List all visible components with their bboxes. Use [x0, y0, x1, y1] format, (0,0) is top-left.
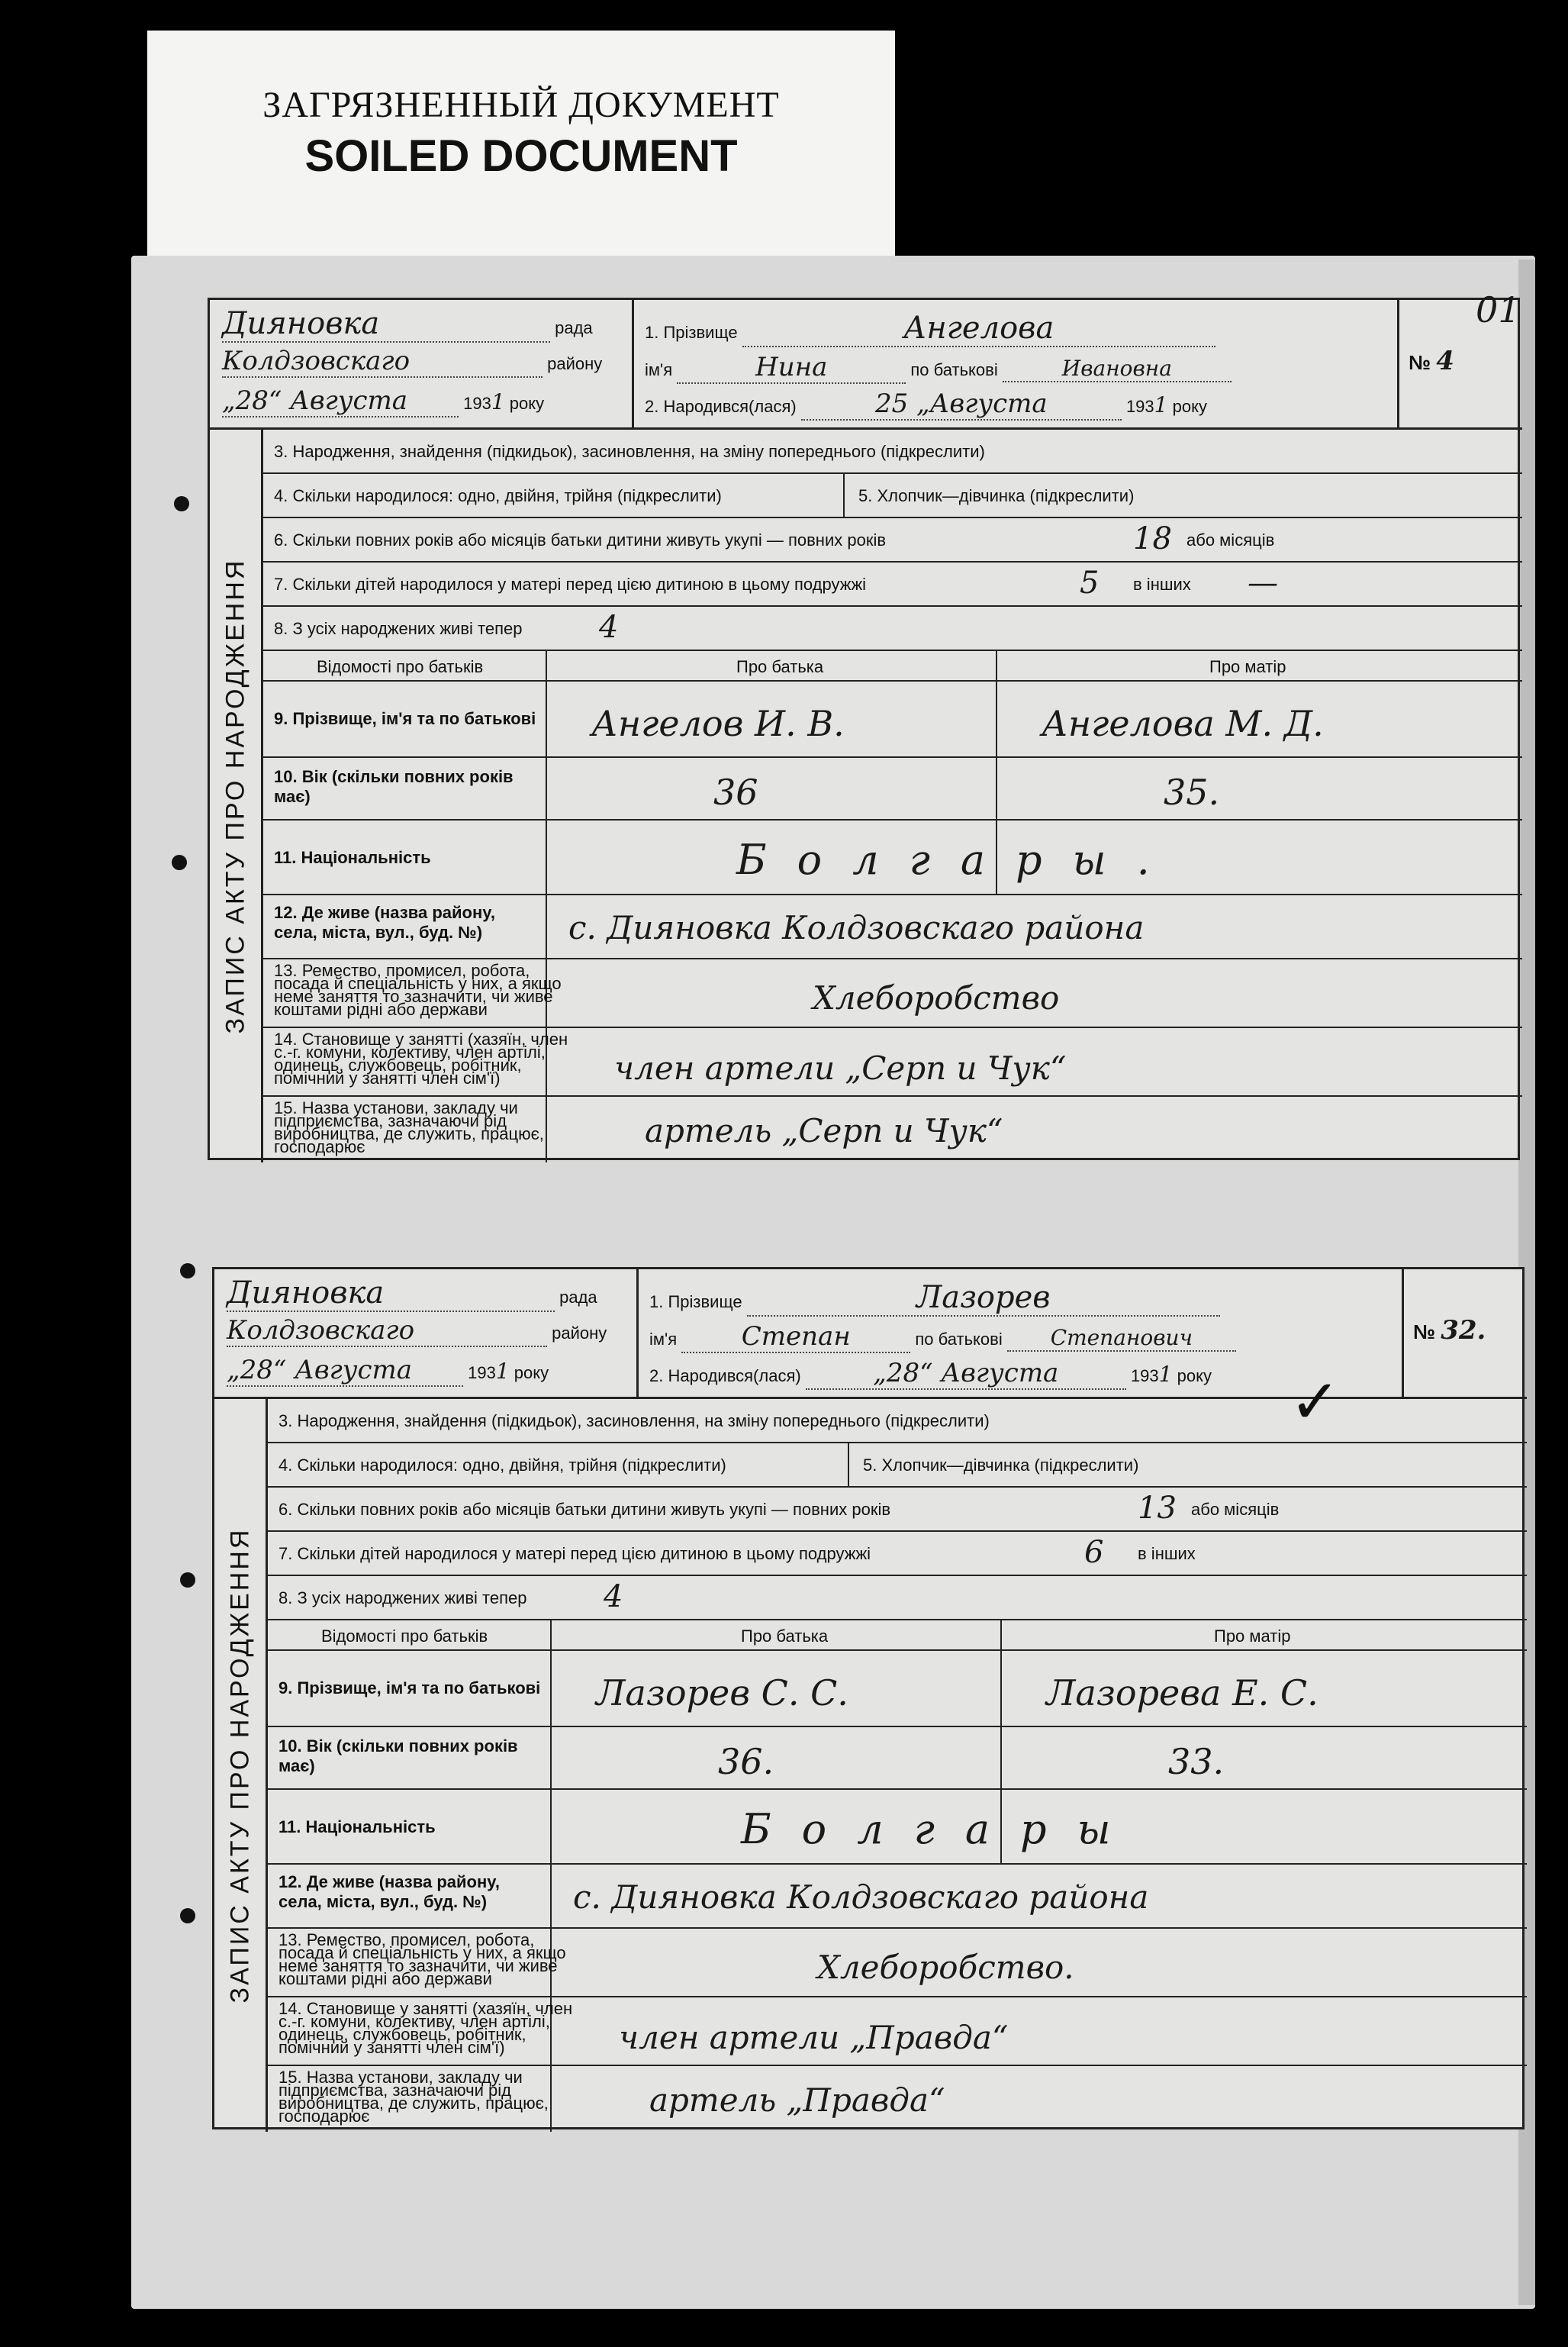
- status-value: член артели „Правда“: [619, 2019, 1009, 2056]
- field-14-label: 14. Становище у занятті (хазяїн, член с.-г. комуни, колективу, член артілі, одинець, службовець, робітник, помічний у занятті член сім'ї): [279, 1999, 573, 2057]
- header-number: [1402, 1269, 1527, 1399]
- name-label: ім'я: [649, 1330, 678, 1349]
- field-3-label: 3. Народження, знайдення (підкидьок), засиновлення, на зміну попереднього (підкреслити): [274, 442, 985, 461]
- row-15: [263, 1097, 1522, 1160]
- rayon-label: району: [552, 1323, 607, 1343]
- name-label: ім'я: [645, 360, 673, 379]
- mother-name-value: Лазорева Е. С.: [1046, 1672, 1318, 1714]
- mother-age-value: 35.: [1164, 772, 1220, 813]
- field-12-label: 12. Де живе (назва району, села, міста, вул., буд. №): [274, 903, 495, 942]
- nationality-value: Болгары: [741, 1805, 1141, 1853]
- father-header: Про батька: [741, 1626, 829, 1646]
- field-13-label: 13. Ремество, промисел, робота, посада й спеціальність у них, а якщо неме заняття то зазначити, чи живе коштами рідні або держави: [279, 1930, 566, 1988]
- patronymic-label: по батькові: [915, 1330, 1003, 1349]
- row-13: [263, 959, 1522, 1028]
- residence-value: с. Дияновка Колдзовскаго района: [568, 909, 1145, 946]
- field-11-label: 11. Національність: [279, 1817, 436, 1836]
- side-title: [210, 430, 263, 1162]
- children-before-value: 5: [1080, 566, 1100, 601]
- field-13-label: 13. Ремество, промисел, робота, посада й спеціальність у них, а якщо неме заняття то зазначити, чи живе коштами рідні або держави: [274, 961, 562, 1019]
- check-mark: ✓: [1289, 1366, 1341, 1437]
- nationality-value: Болгары.: [736, 836, 1180, 884]
- children-before-value: 6: [1084, 1535, 1104, 1570]
- field-6-label: 6. Скільки повних років або місяців батьки дитини живуть укупі — повних років: [279, 1500, 891, 1519]
- row-12: [263, 895, 1522, 959]
- punch-hole: [180, 1908, 195, 1923]
- row-parents-header: [268, 1620, 1527, 1651]
- father-age-value: 36: [713, 772, 758, 813]
- born-roku-label: року: [1177, 1366, 1212, 1385]
- rada-value: Дияновка: [222, 306, 550, 343]
- field-11-label: 11. Національність: [274, 848, 431, 867]
- years-together-value: 18: [1133, 521, 1172, 556]
- punch-hole: [180, 1263, 195, 1278]
- row-6: [268, 1488, 1527, 1532]
- field-8-label: 8. З усіх народжених живі тепер: [279, 1588, 527, 1607]
- birth-record-1: [208, 289, 1521, 1160]
- field-8-label: 8. З усіх народжених живі тепер: [274, 619, 523, 638]
- father-header: Про батька: [736, 657, 824, 676]
- patronymic-value: Степанович: [1007, 1325, 1236, 1352]
- rayon-value: Колдзовскаго: [227, 1315, 547, 1347]
- residence-value: с. Дияновка Колдзовскаго района: [573, 1878, 1149, 1916]
- name-value: Нина: [677, 352, 906, 384]
- row-11: [263, 820, 1522, 895]
- row-9: [263, 682, 1522, 758]
- punch-hole: [174, 496, 189, 511]
- row-4-5: [263, 474, 1522, 518]
- field-6b-label: або місяців: [1186, 530, 1275, 550]
- father-name-value: Лазорев С. С.: [596, 1672, 848, 1714]
- row-4-5: [268, 1443, 1527, 1488]
- rada-label: рада: [559, 1288, 597, 1307]
- field-15-label: 15. Назва установи, закладу чи підприємства, зазначаючи рід виробництва, де служить, працює, господарює: [279, 2068, 549, 2126]
- name-value: Степан: [681, 1321, 910, 1353]
- row-7: [263, 563, 1522, 607]
- mother-header: Про матір: [1214, 1626, 1291, 1646]
- field-12-label: 12. Де живе (назва району, села, міста, вул., буд. №): [279, 1872, 500, 1911]
- born-year-value: 1: [1158, 1362, 1173, 1387]
- row-13: [268, 1929, 1527, 1997]
- number-label: №: [1409, 351, 1431, 374]
- year-printed: 193: [468, 1363, 496, 1382]
- row-14: [263, 1028, 1522, 1097]
- row-7: [268, 1532, 1527, 1576]
- row-6: [263, 518, 1522, 563]
- employer-value: артель „Серп и Чук“: [645, 1112, 1003, 1149]
- surname-label: 1. Прізвище: [645, 323, 738, 342]
- row-8: [263, 607, 1522, 651]
- other-children-value: —: [1248, 566, 1278, 601]
- row-10: [268, 1727, 1527, 1790]
- row-8: [268, 1576, 1527, 1620]
- punch-hole: [172, 855, 187, 870]
- row-10: [263, 758, 1522, 820]
- number-value: 4: [1436, 346, 1454, 376]
- field-4-label: 4. Скільки народилося: одно, двійня, трійня (підкреслити): [279, 1456, 726, 1475]
- number-label: №: [1413, 1320, 1435, 1343]
- year-printed: 193: [463, 394, 491, 413]
- row-15: [268, 2066, 1527, 2129]
- header-right: [639, 1269, 1402, 1399]
- born-label: 2. Народився(лася): [645, 397, 797, 416]
- punch-hole: [180, 1572, 195, 1588]
- header-right: [634, 300, 1397, 430]
- patronymic-label: по батькові: [910, 360, 998, 379]
- field-10-label: 10. Вік (скільки повних років має): [274, 767, 514, 806]
- corner-number: 01: [1476, 289, 1521, 330]
- born-year-value: 1: [1154, 392, 1168, 417]
- side-title-text: ЗАПИС АКТУ ПРО НАРОДЖЕННЯ: [221, 558, 250, 1034]
- status-value: член артели „Серп и Чук“: [614, 1049, 1067, 1087]
- roku-label: року: [509, 394, 545, 413]
- field-9-label: 9. Прізвище, ім'я та по батькові: [279, 1678, 541, 1697]
- stamp-line-2: SOILED DOCUMENT: [304, 131, 738, 181]
- field-9-label: 9. Прізвище, ім'я та по батькові: [274, 709, 536, 728]
- born-roku-label: року: [1172, 397, 1207, 416]
- parents-label: Відомості про батьків: [321, 1626, 488, 1646]
- field-7-label: 7. Скільки дітей народилося у матері перед цією дитиною в цьому подружжі: [279, 1544, 871, 1563]
- row-9: [268, 1651, 1527, 1727]
- mother-age-value: 33.: [1168, 1741, 1225, 1782]
- patronymic-value: Ивановна: [1003, 356, 1232, 382]
- born-year-printed: 193: [1130, 1366, 1159, 1385]
- field-5-label: 5. Хлопчик—дівчинка (підкреслити): [858, 486, 1135, 505]
- rayon-label: району: [547, 354, 603, 373]
- born-year-printed: 193: [1125, 397, 1154, 416]
- side-title: [214, 1399, 268, 2132]
- row-3: [263, 430, 1522, 474]
- employer-value: артель „Правда“: [649, 2081, 945, 2119]
- date-value: „28“ Августа: [227, 1355, 463, 1387]
- field-6b-label: або місяців: [1191, 1500, 1280, 1519]
- stamp-line-1: ЗАГРЯЗНЕННЫЙ ДОКУМЕНТ: [262, 85, 780, 125]
- header-left: [214, 1269, 639, 1399]
- born-label: 2. Народився(лася): [649, 1366, 801, 1385]
- occupation-value: Хлеборобство: [813, 979, 1060, 1017]
- rayon-value: Колдзовскаго: [222, 346, 543, 378]
- field-4-label: 4. Скільки народилося: одно, двійня, трійня (підкреслити): [274, 486, 722, 505]
- rada-value: Дияновка: [227, 1275, 555, 1312]
- father-name-value: Ангелов И. В.: [591, 703, 845, 744]
- field-10-label: 10. Вік (скільки повних років має): [279, 1736, 518, 1775]
- field-15-label: 15. Назва установи, закладу чи підприємства, зазначаючи рід виробництва, де служить, працює, господарює: [274, 1098, 544, 1156]
- roku-label: року: [514, 1363, 549, 1382]
- occupation-value: Хлеборобство.: [817, 1949, 1074, 1986]
- years-together-value: 13: [1138, 1491, 1177, 1526]
- header-number: [1397, 289, 1522, 430]
- parents-label: Відомості про батьків: [317, 657, 484, 676]
- born-value: 25 „Августа: [801, 388, 1122, 421]
- row-12: [268, 1865, 1527, 1929]
- surname-label: 1. Прізвище: [649, 1292, 742, 1311]
- mother-name-value: Ангелова М. Д.: [1042, 703, 1324, 744]
- field-7b-label: в інших: [1133, 575, 1191, 594]
- field-7b-label: в інших: [1138, 1544, 1196, 1563]
- father-age-value: 36.: [718, 1741, 774, 1782]
- mother-header: Про матір: [1209, 657, 1286, 676]
- born-value: „28“ Августа: [806, 1358, 1126, 1390]
- surname-value: Лазорев: [747, 1280, 1220, 1317]
- side-title-text: ЗАПИС АКТУ ПРО НАРОДЖЕННЯ: [225, 1527, 254, 2004]
- row-14: [268, 1997, 1527, 2066]
- field-3-label: 3. Народження, знайдення (підкидьок), засиновлення, на зміну попереднього (підкреслити): [279, 1411, 990, 1430]
- row-11: [268, 1790, 1527, 1865]
- number-value: 32.: [1441, 1315, 1486, 1346]
- field-5-label: 5. Хлопчик—дівчинка (підкреслити): [863, 1456, 1139, 1475]
- row-parents-header: [263, 651, 1522, 682]
- field-14-label: 14. Становище у занятті (хазяїн, член с.-г. комуни, колективу, член артілі, одинець, службовець, робітник, помічний у занятті член сім'ї): [274, 1030, 568, 1088]
- rada-label: рада: [555, 318, 593, 337]
- header-left: [210, 300, 634, 430]
- surname-value: Ангелова: [742, 311, 1215, 347]
- soiled-stamp: [147, 31, 895, 260]
- field-7-label: 7. Скільки дітей народилося у матері перед цією дитиною в цьому подружжі: [274, 575, 867, 594]
- field-6-label: 6. Скільки повних років або місяців батьки дитини живуть укупі — повних років: [274, 530, 887, 550]
- year-value: 1: [495, 1359, 510, 1384]
- alive-value: 4: [599, 610, 619, 645]
- year-value: 1: [491, 389, 505, 414]
- alive-value: 4: [604, 1579, 623, 1614]
- date-value: „28“ Августа: [222, 385, 459, 417]
